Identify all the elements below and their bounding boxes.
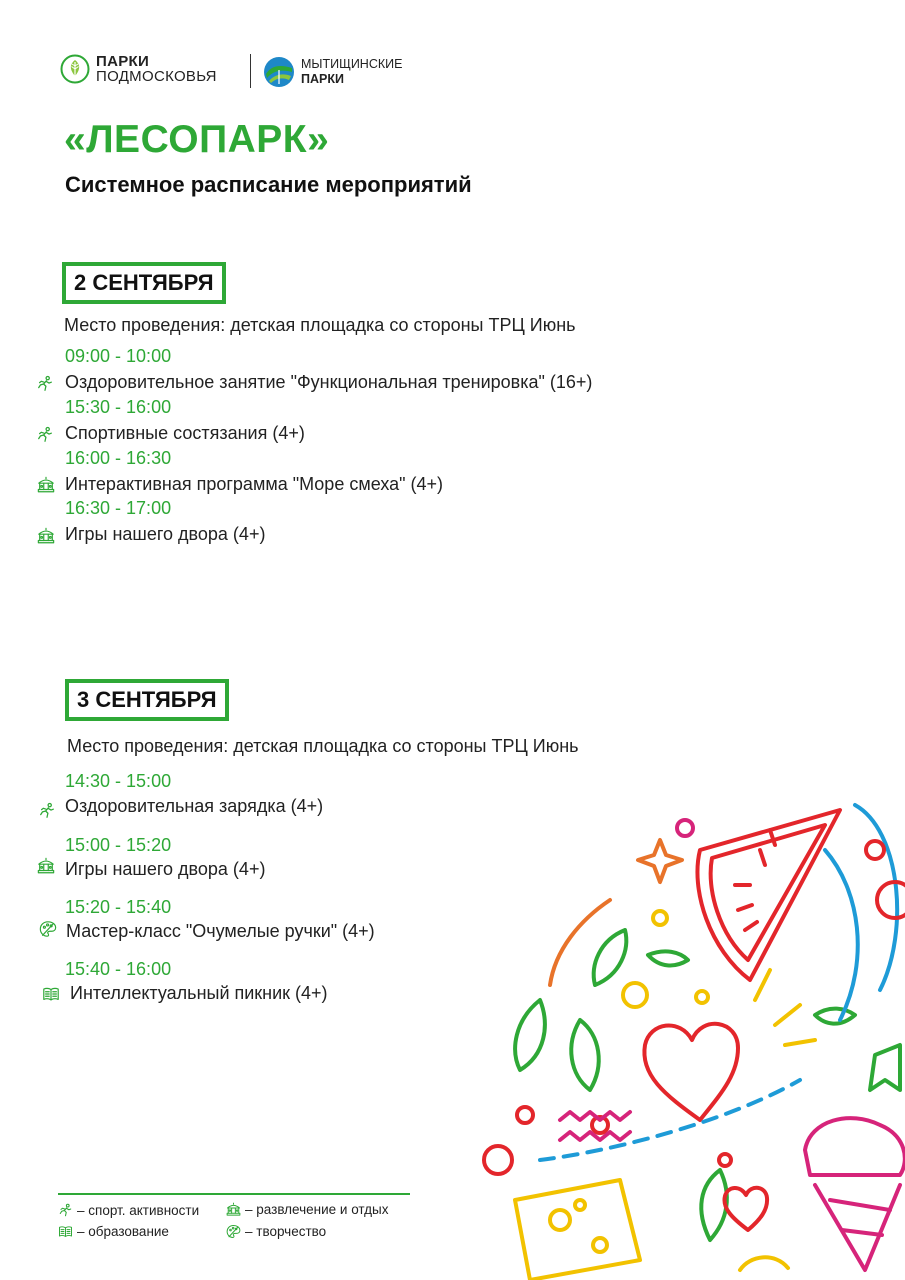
logo-divider bbox=[250, 54, 251, 88]
event-time: 16:00 - 16:30 bbox=[65, 448, 172, 468]
legend-education bbox=[58, 1224, 169, 1239]
logo1-line1: ПАРКИ bbox=[96, 53, 150, 70]
sport-icon bbox=[58, 1203, 73, 1218]
event-title: Игры нашего двора (4+) bbox=[65, 859, 266, 879]
decorative-food-illustration bbox=[470, 790, 905, 1280]
venue-day1: Место проведения: детская площадка со стороны ТРЦ Июнь bbox=[64, 315, 576, 335]
event-time: 15:30 - 16:00 bbox=[65, 397, 172, 417]
event-time: 15:00 - 15:20 bbox=[65, 835, 172, 855]
leaf-logo-icon bbox=[60, 54, 90, 84]
book-icon bbox=[42, 985, 60, 1003]
palette-icon bbox=[226, 1224, 241, 1239]
event-time: 09:00 - 10:00 bbox=[65, 346, 172, 366]
legend-sport-label: – спорт. активности bbox=[77, 1203, 200, 1218]
globe-logo-icon bbox=[263, 56, 295, 88]
mytishchi-parks-logo bbox=[263, 56, 402, 88]
event-time: 15:20 - 15:40 bbox=[65, 897, 172, 917]
palette-icon bbox=[39, 920, 57, 938]
date-badge-day1: 2 СЕНТЯБРЯ bbox=[62, 262, 226, 304]
logo2-line1: МЫТИЩИНСКИЕ bbox=[301, 57, 403, 71]
legend-divider bbox=[58, 1193, 410, 1195]
carousel-icon bbox=[226, 1202, 241, 1217]
legend-education-label: – образование bbox=[77, 1224, 169, 1239]
event-title: Оздоровительная зарядка (4+) bbox=[65, 796, 324, 816]
legend-entertainment-label: – развлечение и отдых bbox=[245, 1202, 389, 1217]
logo2-line2: ПАРКИ bbox=[301, 72, 344, 86]
event-title: Спортивные состязания (4+) bbox=[65, 423, 305, 443]
page-subtitle: Системное расписание мероприятий bbox=[65, 172, 472, 197]
date-badge-day2: 3 СЕНТЯБРЯ bbox=[65, 679, 229, 721]
event-time: 14:30 - 15:00 bbox=[65, 771, 172, 791]
legend-creativity-label: – творчество bbox=[245, 1224, 327, 1239]
event-title: Интеллектуальный пикник (4+) bbox=[70, 983, 328, 1003]
legend-creativity bbox=[226, 1224, 326, 1239]
event-title: Оздоровительное занятие "Функциональная тренировка" (16+) bbox=[65, 372, 593, 392]
logo1-line2: ПОДМОСКОВЬЯ bbox=[96, 68, 217, 85]
event-time: 15:40 - 16:00 bbox=[65, 959, 172, 979]
carousel-icon bbox=[37, 476, 55, 494]
sport-icon bbox=[38, 802, 56, 820]
event-time: 16:30 - 17:00 bbox=[65, 498, 172, 518]
parks-podmoskovya-logo bbox=[60, 54, 217, 84]
venue-day2: Место проведения: детская площадка со стороны ТРЦ Июнь bbox=[67, 736, 579, 756]
sport-icon bbox=[36, 375, 54, 393]
page-title: «ЛЕСОПАРК» bbox=[64, 118, 330, 161]
event-title: Мастер-класс "Очумелые ручки" (4+) bbox=[66, 921, 375, 941]
event-title: Интерактивная программа "Море смеха" (4+) bbox=[65, 474, 444, 494]
carousel-icon bbox=[37, 857, 55, 875]
carousel-icon bbox=[37, 527, 55, 545]
sport-icon bbox=[36, 426, 54, 444]
legend-entertainment bbox=[226, 1202, 388, 1217]
book-icon bbox=[58, 1224, 73, 1239]
legend-sport bbox=[58, 1203, 199, 1218]
event-title: Игры нашего двора (4+) bbox=[65, 524, 266, 544]
